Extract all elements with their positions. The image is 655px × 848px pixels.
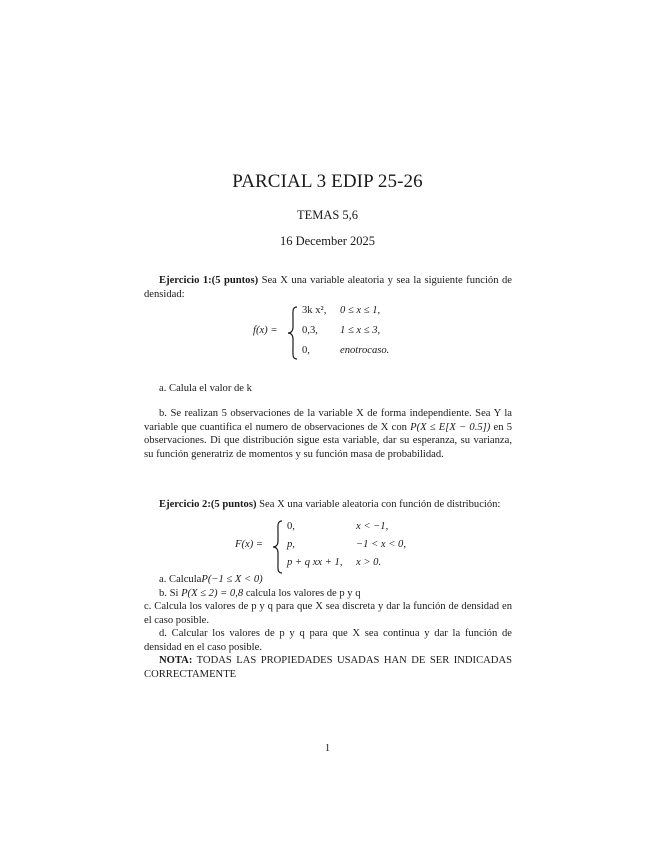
distribution-case-3-cond: x > 0. xyxy=(356,557,382,568)
density-case-2-expr: 0,3, xyxy=(302,325,318,336)
document-title: PARCIAL 3 EDIP 25-26 xyxy=(232,171,423,192)
distribution-case-2-expr: p, xyxy=(287,539,295,550)
document-date: 16 December 2025 xyxy=(279,234,376,248)
exercise-2-intro-text: Sea X una variable aleatoria con función de distribución: xyxy=(259,499,501,510)
left-brace-icon xyxy=(272,520,284,574)
nota-text: TODAS LAS PROPIEDADES USADAS HAN DE SER INDICADAS CORRECTAMENTE xyxy=(144,655,512,680)
distribution-case-1-cond: x < −1, xyxy=(356,521,389,532)
exercise-2-part-a xyxy=(144,573,512,587)
exercise-2-part-a-math: P(−1 ≤ X < 0) xyxy=(201,574,263,585)
density-case-1-cond: 0 ≤ x ≤ 1, xyxy=(340,305,381,316)
exercise-2-part-b xyxy=(144,587,512,601)
density-case-2-cond: 1 ≤ x ≤ 3, xyxy=(340,325,381,336)
exercise-1-part-b-text-1: b. Se realizan 5 observaciones de la variable X de forma independiente. Sea Y la variable que cuantifica el numero de observaciones de X con xyxy=(144,408,512,433)
exercise-1-heading: Ejercicio 1:(5 puntos) xyxy=(159,275,259,286)
density-case-1-expr: 3k x², xyxy=(302,305,327,316)
exercise-2-heading: Ejercicio 2:(5 puntos) xyxy=(159,499,257,510)
exercise-1-intro-text: Sea X una variable aleatoria y sea la siguiente función de densidad: xyxy=(144,275,512,300)
exercise-2-nota xyxy=(144,654,512,681)
exercise-2-part-c: c. Calcula los valores de p y q para que X sea discreta y dar la función de densidad en el caso posible. xyxy=(144,601,512,626)
density-case-3-cond: enotrocaso. xyxy=(340,345,390,356)
exercise-2-part-b-rest: calcula los valores de p y q xyxy=(243,588,361,599)
exercise-2-part-b-text: b. Si xyxy=(159,588,182,599)
exercise-1-part-b-math: P(X ≤ E[X − 0.5]) xyxy=(410,421,491,433)
nota-label: NOTA: xyxy=(159,655,193,666)
distribution-case-3-expr: p + q xx + 1, xyxy=(287,557,343,568)
distribution-function-equation xyxy=(235,519,475,577)
distribution-function-lhs: F(x) = xyxy=(235,539,264,550)
page-number: 1 xyxy=(324,743,331,754)
density-case-3-expr: 0, xyxy=(302,345,310,356)
exercise-1-part-b xyxy=(144,407,512,461)
exercise-2-part-d: d. Calcular los valores de p y q para que X sea continua y dar la función de densidad en el caso posible. xyxy=(144,628,512,653)
exercise-1-part-a: a. Calula el valor de k xyxy=(159,383,252,394)
density-function-lhs: f(x) = xyxy=(253,325,278,336)
exercise-2-intro xyxy=(144,498,512,512)
exercise-1-part-b-text-2: en 5 observaciones. Di que distribución sigue esta variable, dar su esperanza, su varianza, su función generatriz de momentos y su función masa de probabilidad. xyxy=(144,421,513,460)
document-subtitle: TEMAS 5,6 xyxy=(296,208,359,222)
distribution-case-2-cond: −1 < x < 0, xyxy=(356,539,406,550)
exercise-1-intro xyxy=(144,274,512,301)
left-brace-icon xyxy=(287,306,299,360)
density-function-equation xyxy=(253,305,453,363)
distribution-case-1-expr: 0, xyxy=(287,521,295,532)
exercise-2-part-b-math: P(X ≤ 2) = 0,8 xyxy=(181,588,244,599)
exercise-2-part-a-text: a. Calcula xyxy=(159,574,202,585)
